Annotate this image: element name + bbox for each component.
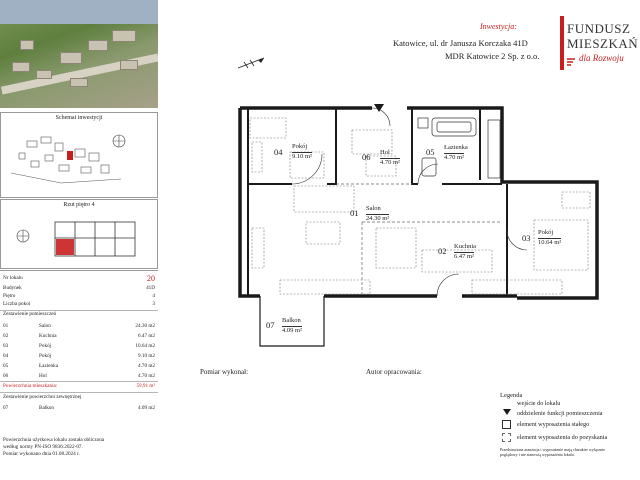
outdoor-header: Zestawienie powierzchni zewnętrznej xyxy=(3,394,82,400)
usable-area-value: 59,91 m² xyxy=(136,383,155,389)
entrance-triangle-icon xyxy=(503,402,511,420)
plan-drawing xyxy=(232,100,604,350)
apartment-floor-plan xyxy=(232,100,604,350)
room-03-area: 10.64 m² xyxy=(538,239,562,246)
fixed-element-icon xyxy=(502,420,511,429)
legend-fixed: element wyposażenia stałego xyxy=(517,421,590,428)
building-label: Budynek xyxy=(3,285,22,291)
room-01-number: 01 xyxy=(350,208,359,218)
note-line-2: według normy PN-ISO 9836:2022-07. xyxy=(3,444,83,450)
legend-entrance: wejście do lokalu xyxy=(517,400,561,407)
site-scheme-drawing xyxy=(1,113,157,197)
legend-disclaimer-2: poglądowy i nie stanowią wyposażenia lokalu. xyxy=(500,452,575,457)
room-02-name: Kuchnia xyxy=(454,243,477,250)
room-06-number: 06 xyxy=(362,152,371,162)
building-value: 41D xyxy=(146,285,155,291)
room-05-area: 4.70 m² xyxy=(444,154,465,161)
legend-disclaimer-1: Przedstawiona aranżacja i wyposażenie mają charakter wyłącznie xyxy=(500,447,606,452)
floor-value: 4 xyxy=(152,293,155,299)
legend-title: Legenda xyxy=(500,392,523,399)
investment-scheme-title: Schemat inwestycji xyxy=(55,115,103,121)
brand-name-1: FUNDUSZ xyxy=(567,21,631,36)
room-row: 03 Pokój 10.64 m2 xyxy=(3,343,155,349)
room-04-area: 9.10 m² xyxy=(292,153,313,160)
room-row: 06 Hol 4.70 m2 xyxy=(3,373,155,379)
aerial-photo xyxy=(0,0,158,108)
optional-element-icon xyxy=(502,433,511,442)
measured-by-label: Pomiar wykonał: xyxy=(200,368,249,376)
prepared-by-label: Autor opracowania: xyxy=(366,368,422,376)
room-row: 02 Kuchnia 6.47 m2 xyxy=(3,333,155,339)
room-row: 04 Pokój 9.10 m2 xyxy=(3,353,155,359)
investment-scheme-panel xyxy=(0,112,158,198)
brand-logo-icon xyxy=(566,54,576,64)
room-01-name: Salon xyxy=(366,205,381,212)
room-row: 01 Salon 24.30 m2 xyxy=(3,323,155,329)
floor-plan-panel xyxy=(0,199,158,269)
room-01-area: 24.30 m² xyxy=(366,215,390,222)
room-06-name: Hol xyxy=(380,149,390,156)
room-04-name: Pokój xyxy=(292,143,308,150)
note-line-1: Powierzchnia użytkowa lokalu została obliczona xyxy=(3,437,105,443)
brand-name-2: MIESZKAŃ xyxy=(567,36,639,51)
room-06-area: 4.70 m² xyxy=(380,159,401,166)
address-line: Katowice, ul. dr Janusza Korczaka 41D xyxy=(393,38,528,48)
brand-divider xyxy=(560,16,564,70)
floor-keyplan-drawing xyxy=(1,200,157,268)
room-02-number: 02 xyxy=(438,246,447,256)
brand-tagline: dla Rozwoju xyxy=(579,53,624,63)
unit-summary-table xyxy=(0,270,158,480)
room-07-area: 4.09 m² xyxy=(282,327,303,334)
rooms-count-value: 3 xyxy=(152,301,155,307)
outdoor-row: 07 Balkon 4.09 m2 xyxy=(3,405,155,411)
nr-label: Nr lokalu xyxy=(3,275,23,281)
room-07-name: Balkon xyxy=(282,317,301,324)
nr-value: 20 xyxy=(147,274,155,283)
room-row: 05 Łazienka 4.70 m2 xyxy=(3,363,155,369)
company-line: MDR Katowice 2 Sp. z o.o. xyxy=(445,51,540,61)
room-03-number: 03 xyxy=(522,233,531,243)
legend-optional: element wyposażenia do pozyskania xyxy=(517,434,608,441)
legend xyxy=(500,392,640,480)
rooms-header: Zestawienie pomieszczeń xyxy=(3,311,57,317)
room-07-number: 07 xyxy=(266,320,275,330)
north-arrow-icon xyxy=(236,54,266,77)
rooms-count-label: Liczba pokoi xyxy=(3,301,31,307)
floor-label: Piętro xyxy=(3,293,16,299)
legend-separation: oddzielenie funkcji pomieszczenia xyxy=(517,410,603,417)
room-04-number: 04 xyxy=(274,147,283,157)
note-line-3: Pomiar wykonano dnia 01.08.2024 r. xyxy=(3,451,80,457)
room-05-name: Łazienka xyxy=(444,144,468,151)
floor-plan-title: Rzut piętro 4 xyxy=(63,202,95,208)
room-05-number: 05 xyxy=(426,147,435,157)
room-02-area: 6.47 m² xyxy=(454,253,475,260)
investment-label: Inwestycja: xyxy=(480,22,517,31)
usable-area-label: Powierzchnia mieszkania: xyxy=(3,383,58,389)
room-03-name: Pokój xyxy=(538,229,554,236)
